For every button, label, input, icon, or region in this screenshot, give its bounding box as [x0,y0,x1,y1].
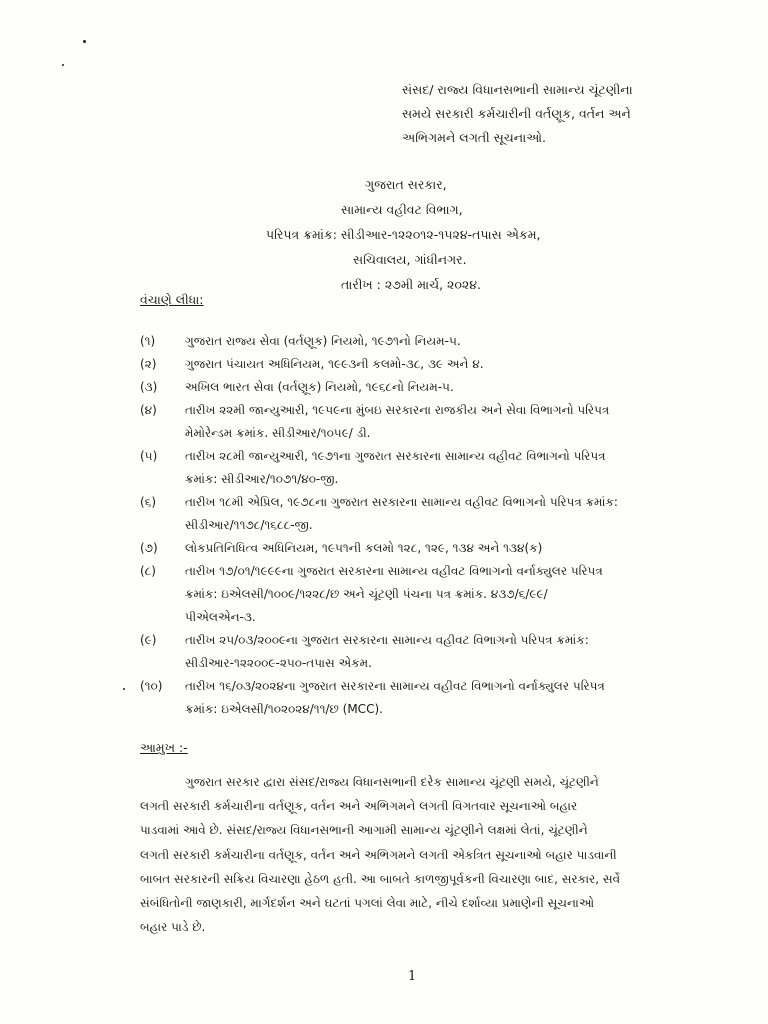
reference-item [140,675,700,721]
government-name: ગુજરાત સરકાર, [365,177,447,192]
reference-text: ક્રમાંક: ઇએલસી/૧૦૦૯/૧૨૨૮/છ અને ચૂંટણી પંચના પત્ર ક્રમાંક. ૪૩૭/૬/૯૯/ [185,587,548,601]
department-name: સામાન્ય વહીવટ વિભાગ, [341,202,463,217]
reference-number: (૭) [140,541,158,555]
reference-number: (૫) [140,449,158,463]
references-list [140,330,700,721]
preamble-line: ગુજરાત સરકાર દ્વારા સંસદ/રાજ્ય વિધાનસભાની દરેક સામાન્ય ચૂંટણી સમયે, ચૂંટણીને [185,775,599,789]
reference-item [140,330,700,353]
reference-text: તારીખ ૧૮મી એપ્રિલ, ૧૯૭૮ના ગુજરાત સરકારના સામાન્ય વહીવટ વિભાગનો પરિપત્ર ક્રમાંક: [185,495,618,509]
circular-number: પરિપત્ર ક્રમાંક: સીડીઆર-૧૨૨૦૧૨-૧૫૨૪-તપાસ એકમ, [266,227,541,242]
preamble-paragraph [140,770,700,939]
preamble-line: લગતી સરકારી કર્મચારીના વર્તણૂક, વર્તન અને અભિગમને લગતી એકત્રિત સૂચનાઓ બહાર પાડવાની [140,847,617,862]
subject-line: સમયે સરકારી કર્મચારીની વર્તણૂક, વર્તન અને [402,106,631,121]
reference-number: (૮) [140,564,156,578]
reference-text: ગુજરાત રાજ્ય સેવા (વર્તણૂક) નિયમો, ૧૯૭૧નો નિયમ-૫. [185,334,461,348]
reference-item [140,353,700,376]
reference-item [140,445,700,491]
preamble-line: બહાર પાડે છે. [140,920,206,935]
page-number: 1 [408,969,417,984]
circular-date: તારીખ : ૨૭મી માર્ચ, ૨૦૨૪. [341,277,481,292]
read-heading: વંચાણે લીધા: [140,292,204,307]
scan-speck [62,64,64,66]
reference-number: (૨) [140,357,157,371]
reference-text: તારીખ ૧૬/૦૩/૨૦૨૪ના ગુજરાત સરકારના સામાન્ય વહીવટ વિભાગનો વર્નાક્યુલર પરિપત્ર [185,679,605,693]
reference-text: ક્રમાંક: સીડીઆર/૧૦૭૧/૪૦-જી. [185,472,339,486]
reference-text: તારીખ ૨૫/૦૩/૨૦૦૯ના ગુજરાત સરકારના સામાન્ય વહીવટ વિભાગનો પરિપત્ર ક્રમાંક: [185,633,589,647]
reference-number: (૪) [140,403,157,417]
reference-text: સીડીઆર-૧૨૨૦૦૯-૨૫૦-તપાસ એકમ. [185,656,372,670]
scan-speck [83,40,86,43]
reference-text: પીએલએન-૩. [185,610,256,624]
reference-number: (૧૦) [140,679,163,693]
reference-item [140,537,700,560]
reference-number: (૩) [140,380,158,394]
reference-text: અખિલ ભારત સેવા (વર્તણૂક) નિયમો, ૧૯૬૮નો નિયમ-૫. [185,380,454,394]
reference-item [140,629,700,675]
reference-text: ક્રમાંક: ઇએલસી/૧૦૨૦૨૪/૧૧/છ (MCC). [185,702,383,716]
subject-line: સંસદ/ રાજ્ય વિધાનસભાની સામાન્ય ચૂંટણીના [402,82,633,97]
preamble-line: સંબંધિતોની જાણકારી, માર્ગદર્શન અને ઘટતાં પગલાં લેવા માટે, નીચે દર્શાવ્યા પ્રમાણેની સૂચનાઓ [140,896,595,911]
preamble-line: બાબત સરકારની સક્રિય વિચારણા હેઠળ હતી. આ બાબતે કાળજીપૂર્વકની વિચારણા બાદ, સરકાર, સર્વે [140,871,621,886]
subject-line: અભિગમને લગતી સૂચનાઓ. [402,130,547,145]
reference-item [140,560,700,629]
reference-item [140,399,700,445]
reference-item [140,376,700,399]
reference-text: સીડીઆર/૧૧૭૮/૧૬૮૮-જી. [185,518,313,532]
reference-number: (૬) [140,495,157,509]
reference-number: (૧) [140,334,156,348]
preamble-line: લગતી સરકારી કર્મચારીના વર્તણૂક, વર્તન અને અભિગમને લગતી વિગતવાર સૂચનાઓ બહાર [140,799,578,814]
reference-text: મેમોરેન્ડમ ક્રમાંક. સીડીઆર/૧૦૫૯/ ડી. [185,426,371,440]
subject-block [402,78,702,150]
office-location: સચિવાલય, ગાંધીનગર. [353,252,467,267]
reference-text: તારીખ ૨૮મી જાન્યુઆરી, ૧૯૭૧ના ગુજરાત સરકારના સામાન્ય વહીવટ વિભાગનો પરિપત્ર [185,449,606,463]
reference-text: લોકપ્રતિનિધિત્વ અધિનિયમ, ૧૯૫૧ની કલમો ૧૨૮, ૧૨૯, ૧૩૪ અને ૧૩૪(ક) [185,541,543,555]
reference-number: (૯) [140,633,157,647]
scan-speck [123,688,125,690]
circular-header [240,172,570,297]
reference-text: તારીખ ૨૨મી જાન્યુઆરી, ૧૯૫૯ના મુંબઇ સરકારના રાજકીય અને સેવા વિભાગનો પરિપત્ર [185,403,610,417]
reference-text: તારીખ ૧૭/૦૧/૧૯૯૯ના ગુજરાત સરકારના સામાન્ય વહીવટ વિભાગનો વર્નાક્યુલર પરિપત્ર [185,564,603,578]
reference-text: ગુજરાત પંચાયત અધિનિયમ, ૧૯૯૩ની કલમો-૩૮, ૩૯ અને ૪. [185,357,484,371]
reference-item [140,491,700,537]
preamble-line: પાડવામાં આવે છે. સંસદ/રાજ્ય વિધાનસભાની આગામી સામાન્ય ચૂંટણીને લક્ષમાં લેતાં, ચૂંટણીને [140,823,588,838]
preamble-heading: આમુખ :- [140,740,188,755]
